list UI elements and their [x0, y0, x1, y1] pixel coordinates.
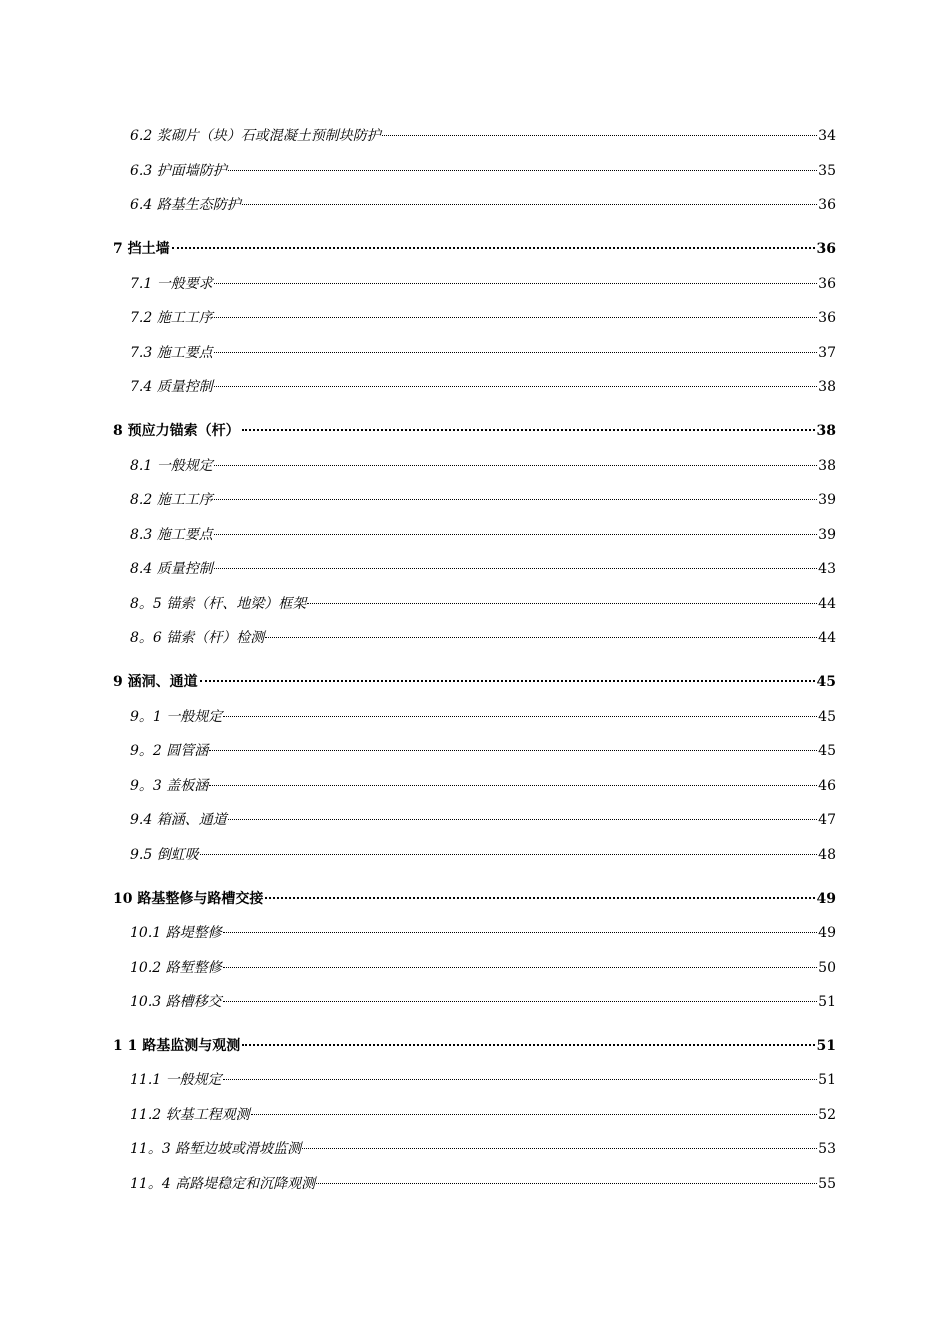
toc-chapter-entry[interactable]	[113, 421, 836, 441]
toc-chapter-title: 7 挡土墙	[113, 241, 170, 257]
toc-entry[interactable]	[130, 594, 836, 614]
toc-chapter-page: 49	[816, 891, 836, 907]
toc-entry-page: 44	[818, 630, 836, 646]
toc-entry-title: 11。3 路堑边坡或滑坡监测	[130, 1141, 302, 1157]
toc-leader-dots	[307, 599, 817, 604]
toc-chapter-entry[interactable]	[113, 672, 836, 692]
toc-chapter-entry[interactable]	[113, 889, 836, 909]
toc-chapter-entry[interactable]	[113, 1036, 836, 1056]
toc-entry-page: 50	[818, 960, 836, 976]
toc-entry[interactable]	[130, 958, 836, 978]
toc-leader-dots	[223, 963, 818, 968]
toc-entry-title: 6.3 护面墙防护	[130, 163, 227, 179]
toc-leader-dots	[265, 893, 814, 899]
toc-entry-title: 9。2 圆管涵	[130, 743, 209, 759]
toc-leader-dots	[200, 676, 815, 682]
toc-entry[interactable]	[130, 161, 836, 181]
toc-entry-page: 36	[818, 310, 836, 326]
toc-entry[interactable]	[130, 343, 836, 363]
toc-entry-page: 53	[818, 1141, 836, 1157]
toc-entry-title: 7.3 施工要点	[130, 345, 213, 361]
toc-entry-page: 43	[818, 561, 836, 577]
toc-entry-page: 38	[818, 379, 836, 395]
toc-entry-title: 11.2 软基工程观测	[130, 1107, 250, 1123]
toc-entry-page: 47	[818, 812, 836, 828]
toc-leader-dots	[242, 1040, 814, 1046]
toc-leader-dots	[214, 530, 817, 535]
toc-entry[interactable]	[130, 776, 836, 796]
toc-entry-page: 35	[818, 163, 836, 179]
toc-chapter-title: 1 1 路基监测与观测	[113, 1038, 241, 1054]
toc-entry-title: 8。6 锚索（杆）检测	[130, 630, 265, 646]
toc-entry-title: 10.2 路堑整修	[130, 960, 222, 976]
toc-leader-dots	[302, 1144, 817, 1149]
toc-entry[interactable]	[130, 810, 836, 830]
toc-leader-dots	[382, 131, 817, 136]
toc-entry-title: 6.4 路基生态防护	[130, 197, 241, 213]
toc-entry[interactable]	[130, 195, 836, 215]
toc-entry[interactable]	[130, 525, 836, 545]
toc-leader-dots	[316, 1179, 817, 1184]
toc-entry-title: 8.3 施工要点	[130, 527, 213, 543]
toc-entry[interactable]	[130, 741, 836, 761]
toc-entry-title: 9.4 箱涵、通道	[130, 812, 227, 828]
toc-entry-page: 38	[818, 458, 836, 474]
toc-chapter-page: 36	[816, 241, 836, 257]
toc-chapter-page: 51	[816, 1038, 836, 1054]
toc-leader-dots	[228, 815, 817, 820]
toc-entry[interactable]	[130, 1070, 836, 1090]
toc-entry-page: 55	[818, 1176, 836, 1192]
toc-leader-dots	[209, 781, 817, 786]
toc-chapter-page: 38	[816, 423, 836, 439]
toc-leader-dots	[200, 850, 817, 855]
toc-leader-dots	[265, 633, 817, 638]
toc-leader-dots	[242, 425, 815, 431]
toc-entry-title: 9。1 一般规定	[130, 709, 223, 725]
toc-leader-dots	[223, 1075, 818, 1080]
toc-entry-page: 51	[818, 1072, 836, 1088]
toc-leader-dots	[223, 928, 818, 933]
toc-entry[interactable]	[130, 923, 836, 943]
toc-entry-title: 7.2 施工工序	[130, 310, 213, 326]
toc-entry-title: 10.3 路槽移交	[130, 994, 222, 1010]
toc-entry-title: 7.4 质量控制	[130, 379, 213, 395]
toc-entry-page: 45	[818, 743, 836, 759]
toc-entry-page: 45	[818, 709, 836, 725]
toc-entry-title: 8.1 一般规定	[130, 458, 213, 474]
toc-entry-page: 39	[818, 492, 836, 508]
toc-entry-title: 8.4 质量控制	[130, 561, 213, 577]
toc-entry-page: 46	[818, 778, 836, 794]
toc-leader-dots	[214, 461, 817, 466]
toc-entry-page: 51	[818, 994, 836, 1010]
toc-leader-dots	[223, 712, 817, 717]
toc-entry[interactable]	[130, 628, 836, 648]
toc-entry-page: 36	[818, 197, 836, 213]
toc-entry-page: 39	[818, 527, 836, 543]
toc-entry-title: 7.1 一般要求	[130, 276, 213, 292]
toc-entry[interactable]	[130, 274, 836, 294]
toc-chapter-title: 9 涵洞、通道	[113, 674, 198, 690]
toc-chapter-title: 8 预应力锚索（杆）	[113, 423, 240, 439]
toc-entry-page: 37	[818, 345, 836, 361]
toc-entry-page: 34	[818, 128, 836, 144]
toc-leader-dots	[242, 200, 817, 205]
toc-entry-title: 9。3 盖板涵	[130, 778, 209, 794]
toc-leader-dots	[228, 166, 817, 171]
toc-leader-dots	[223, 997, 818, 1002]
toc-entry-page: 49	[818, 925, 836, 941]
toc-entry-title: 8.2 施工工序	[130, 492, 213, 508]
toc-entry-title: 11。4 高路堤稳定和沉降观测	[130, 1176, 316, 1192]
toc-leader-dots	[172, 243, 815, 249]
toc-entry-title: 11.1 一般规定	[130, 1072, 222, 1088]
toc-entry-title: 8。5 锚索（杆、地梁）框架	[130, 596, 307, 612]
toc-entry[interactable]	[130, 308, 836, 328]
toc-entry[interactable]	[130, 490, 836, 510]
toc-chapter-page: 45	[816, 674, 836, 690]
toc-leader-dots	[214, 313, 817, 318]
toc-entry[interactable]	[130, 845, 836, 865]
toc-leader-dots	[214, 382, 817, 387]
toc-entry[interactable]	[130, 456, 836, 476]
toc-entry[interactable]	[130, 1174, 836, 1194]
toc-entry[interactable]	[130, 1105, 836, 1125]
toc-entry-page: 52	[818, 1107, 836, 1123]
toc-leader-dots	[214, 279, 817, 284]
toc-leader-dots	[214, 495, 817, 500]
toc-leader-dots	[214, 564, 817, 569]
toc-entry[interactable]	[130, 559, 836, 579]
toc-entry-title: 6.2 浆砌片（块）石或混凝土预制块防护	[130, 128, 381, 144]
toc-leader-dots	[251, 1110, 818, 1115]
toc-entry-title: 10.1 路堤整修	[130, 925, 222, 941]
toc-entry[interactable]	[130, 1139, 836, 1159]
toc-entry-page: 36	[818, 276, 836, 292]
toc-entry[interactable]	[130, 377, 836, 397]
toc-entry[interactable]	[130, 707, 836, 727]
toc-entry-page: 44	[818, 596, 836, 612]
toc-entry-page: 48	[818, 847, 836, 863]
toc-leader-dots	[209, 746, 817, 751]
toc-entry[interactable]	[130, 992, 836, 1012]
toc-chapter-entry[interactable]	[113, 239, 836, 259]
toc-leader-dots	[214, 348, 817, 353]
toc-entry[interactable]	[130, 126, 836, 146]
toc-entry-title: 9.5 倒虹吸	[130, 847, 199, 863]
toc-chapter-title: 10 路基整修与路槽交接	[113, 891, 264, 907]
